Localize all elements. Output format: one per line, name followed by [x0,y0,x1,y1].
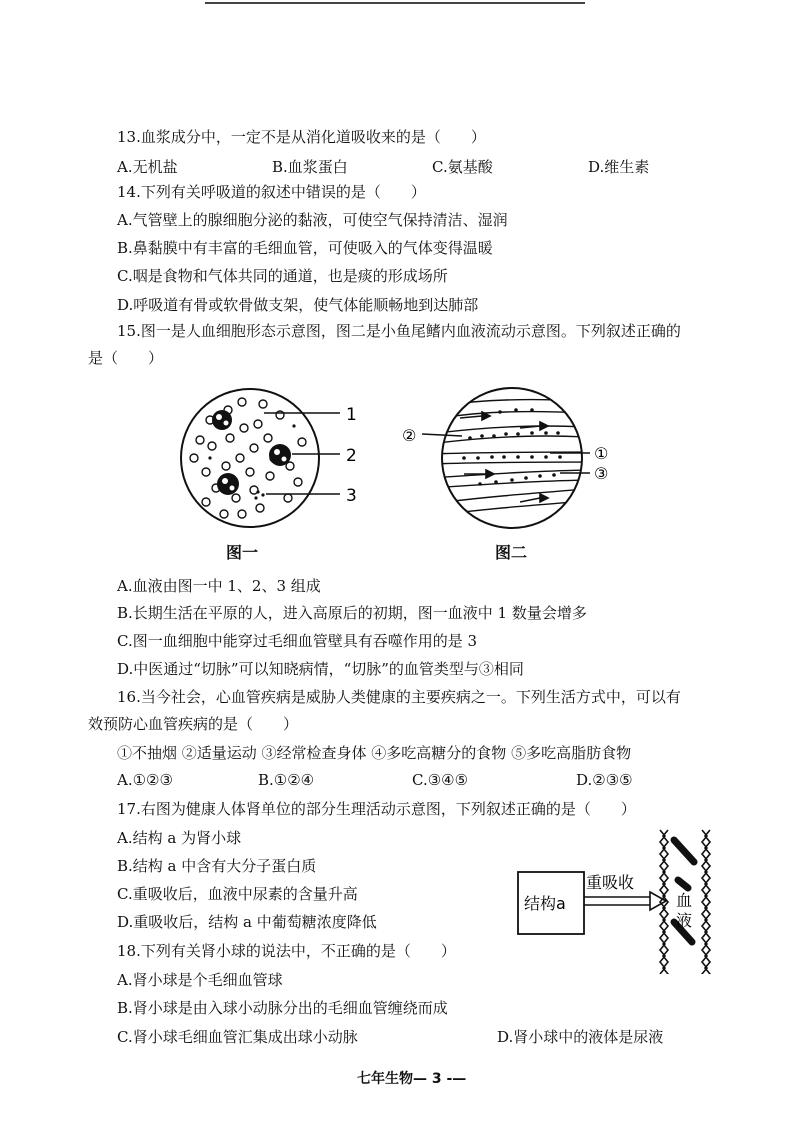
q18-option-d: D.肾小球中的液体是尿液 [497,1028,664,1046]
figure-kidney-reabsorption [510,822,720,974]
q15-option-c: C.图一血细胞中能穿过毛细血管壁具有吞噬作用的是 3 [117,632,478,650]
q13-option-b: B.血浆蛋白 [272,158,348,176]
q16-option-c: C.③④⑤ [412,771,469,789]
q15-option-b: B.长期生活在平原的人，进入高原后的初期，图一血液中 1 数量会增多 [117,604,587,622]
q17-option-d: D.重吸收后，结构 a 中葡萄糖浓度降低 [117,913,377,931]
q15-option-d: D.中医通过“切脉”可以知晓病情，“切脉”的血管类型与③相同 [117,660,524,678]
fig1-label-1: 1 [346,405,357,425]
fig2-label-1: ① [594,444,609,463]
q13-option-c: C.氨基酸 [432,158,493,176]
q17-option-b: B.结构 a 中含有大分子蛋白质 [117,857,317,875]
box-label: 结构a [524,894,566,913]
page-footer: 七年生物— 3 -— [357,1071,467,1087]
q16-option-b: B.①②④ [258,771,315,789]
q14-stem: 14.下列有关呼吸道的叙述中错误的是（ ） [117,183,426,201]
q14-option-b: B.鼻黏膜中有丰富的毛细血管，可使吸入的气体变得温暖 [117,239,493,257]
fig1-label-2: 2 [346,446,357,466]
q17-stem: 17.右图为健康人体肾单位的部分生理活动示意图，下列叙述正确的是（ ） [117,800,636,818]
fig2-label-3: ③ [594,464,609,483]
q18-option-b: B.肾小球是由入球小动脉分出的毛细血管缠绕而成 [117,999,448,1017]
q15-option-a: A.血液由图一中 1、2、3 组成 [117,577,321,595]
q15-stem-line1: 15.图一是人血细胞形态示意图，图二是小鱼尾鳍内血液流动示意图。下列叙述正确的 [117,322,681,340]
q13-option-d: D.维生素 [588,158,650,176]
q16-stem-line2: 效预防心血管疾病的是（ ） [88,715,299,733]
fig2-label-2: ② [402,426,417,445]
q16-option-a: A.①②③ [117,771,173,789]
q18-stem: 18.下列有关肾小球的说法中，不正确的是（ ） [117,942,456,960]
fig1-label-3: 3 [346,486,357,506]
blood-label-1: 血 [676,891,693,910]
q17-option-c: C.重吸收后，血液中尿素的含量升高 [117,885,358,903]
top-rule [205,2,585,4]
q13-option-a: A.无机盐 [117,158,178,176]
figure-1-blood-cells [170,380,370,540]
q16-stem-line1: 16.当今社会，心血管疾病是威胁人类健康的主要疾病之一。下列生活方式中，可以有 [117,688,681,706]
reabsorption-label: 重吸收 [586,873,635,892]
q18-option-c: C.肾小球毛细血管汇集成出球小动脉 [117,1028,358,1046]
q17-option-a: A.结构 a 为肾小球 [117,829,242,847]
figure-2-blood-flow [400,378,620,543]
q13-stem: 13.血浆成分中，一定不是从消化道吸收来的是（ ） [117,128,486,146]
q14-option-d: D.呼吸道有骨或软骨做支架，使气体能顺畅地到达肺部 [117,296,479,314]
q14-option-c: C.咽是食物和气体共同的通道，也是痰的形成场所 [117,267,448,285]
q18-option-a: A.肾小球是个毛细血管球 [117,971,283,989]
q16-choices: ①不抽烟 ②适量运动 ③经常检查身体 ④多吃高糖分的食物 ⑤多吃高脂肪食物 [117,744,632,762]
blood-label-2: 液 [676,911,693,930]
q14-option-a: A.气管壁上的腺细胞分泌的黏液，可使空气保持清洁、湿润 [117,211,508,229]
figure-1-caption: 图一 [226,543,259,562]
q16-option-d: D.②③⑤ [576,771,633,789]
figure-2-caption: 图二 [495,543,528,562]
q15-stem-line2: 是（ ） [88,349,164,367]
